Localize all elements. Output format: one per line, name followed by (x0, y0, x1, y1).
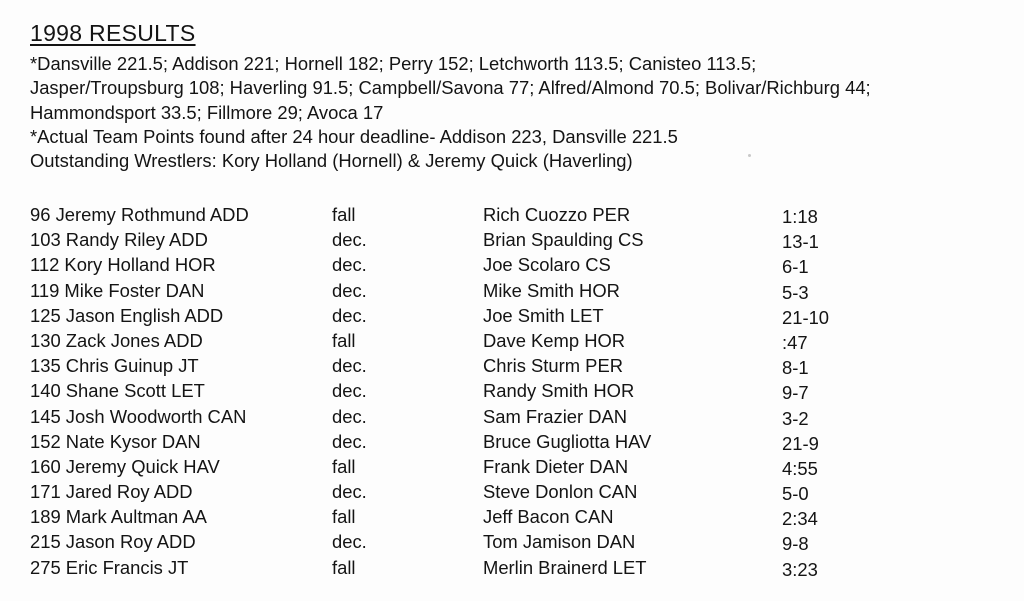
loser: Jeff Bacon CAN (483, 506, 614, 528)
bout-row (30, 252, 990, 277)
bout-row (30, 529, 990, 554)
result-type: dec. (332, 481, 367, 503)
result-type: fall (332, 556, 356, 578)
loser: Bruce Gugliotta HAV (483, 430, 652, 452)
bout-row (30, 227, 990, 252)
outstanding-wrestlers: Outstanding Wrestlers: Kory Holland (Hornell) & Jeremy Quick (Haverling) (30, 150, 633, 172)
result-type: dec. (332, 405, 367, 427)
score: 5-0 (782, 483, 809, 505)
summary-line: Jasper/Troupsburg 108; Haverling 91.5; Campbell/Savona 77; Alfred/Almond 70.5; Bolivar/Richburg 44; (30, 77, 871, 99)
bout-row (30, 278, 990, 303)
result-type: fall (332, 329, 356, 351)
bout-row (30, 303, 990, 328)
loser: Brian Spaulding CS (483, 229, 644, 251)
loser: Mike Smith HOR (483, 279, 620, 301)
score: 2:34 (782, 508, 818, 530)
loser: Rich Cuozzo PER (483, 204, 631, 225)
bout-row (30, 404, 990, 429)
score: 1:18 (782, 206, 818, 227)
actual-points-note: *Actual Team Points found after 24 hour deadline- Addison 223, Dansville 221.5 (30, 125, 678, 147)
score: 3:23 (782, 558, 818, 580)
bout-row (30, 504, 990, 529)
winner: 215 Jason Roy ADD (30, 531, 196, 553)
bout-row (30, 353, 990, 378)
score: 13-1 (782, 231, 819, 253)
loser: Joe Scolaro CS (483, 254, 611, 276)
score: 9-7 (782, 382, 809, 404)
winner: 171 Jared Roy ADD (30, 481, 193, 503)
result-type: dec. (332, 304, 367, 326)
bout-row (30, 328, 990, 353)
loser: Chris Sturm PER (483, 355, 623, 377)
loser: Sam Frazier DAN (483, 405, 628, 427)
loser: Frank Dieter DAN (483, 455, 629, 477)
result-type: dec. (332, 254, 367, 276)
loser: Steve Donlon CAN (483, 481, 638, 503)
result-type: dec. (332, 380, 367, 402)
loser: Joe Smith LET (483, 304, 604, 326)
winner: 119 Mike Foster DAN (30, 279, 205, 301)
winner: 96 Jeremy Rothmund ADD (30, 204, 249, 225)
summary-line: Hammondsport 33.5; Fillmore 29; Avoca 17 (30, 101, 384, 123)
result-type: dec. (332, 279, 367, 301)
winner: 112 Kory Holland HOR (30, 254, 216, 276)
winner: 130 Zack Jones ADD (30, 329, 203, 351)
bout-row (30, 479, 990, 504)
bout-row (30, 202, 990, 227)
summary-line: *Dansville 221.5; Addison 221; Hornell 182; Perry 152; Letchworth 113.5; Canisteo 113.5; (30, 53, 757, 74)
result-type: fall (332, 455, 356, 477)
loser: Tom Jamison DAN (483, 531, 636, 553)
result-type: dec. (332, 531, 367, 553)
bout-row (30, 429, 990, 454)
score: 3-2 (782, 407, 809, 429)
bout-row (30, 378, 990, 403)
team-summary (30, 52, 1015, 173)
scan-speck (748, 154, 751, 157)
page-title: 1998 RESULTS (30, 20, 196, 46)
winner: 135 Chris Guinup JT (30, 355, 199, 377)
bout-row (30, 555, 990, 580)
score: :47 (782, 331, 808, 353)
score: 6-1 (782, 256, 809, 278)
bout-row (30, 454, 990, 479)
winner: 103 Randy Riley ADD (30, 229, 208, 251)
winner: 145 Josh Woodworth CAN (30, 405, 247, 427)
winner: 189 Mark Aultman AA (30, 506, 207, 528)
winner: 160 Jeremy Quick HAV (30, 455, 220, 477)
score: 21-9 (782, 432, 819, 454)
winner: 275 Eric Francis JT (30, 556, 189, 578)
result-type: dec. (332, 430, 367, 452)
result-type: dec. (332, 229, 367, 251)
loser: Merlin Brainerd LET (483, 556, 647, 578)
winner: 140 Shane Scott LET (30, 380, 205, 402)
bout-results-table (30, 202, 990, 580)
loser: Dave Kemp HOR (483, 329, 626, 351)
result-type: dec. (332, 355, 367, 377)
loser: Randy Smith HOR (483, 380, 635, 402)
result-type: fall (332, 204, 356, 225)
score: 8-1 (782, 357, 809, 379)
score: 4:55 (782, 457, 818, 479)
winner: 125 Jason English ADD (30, 304, 224, 326)
result-type: fall (332, 506, 356, 528)
score: 5-3 (782, 281, 809, 303)
score: 9-8 (782, 533, 809, 555)
winner: 152 Nate Kysor DAN (30, 430, 201, 452)
score: 21-10 (782, 306, 830, 328)
